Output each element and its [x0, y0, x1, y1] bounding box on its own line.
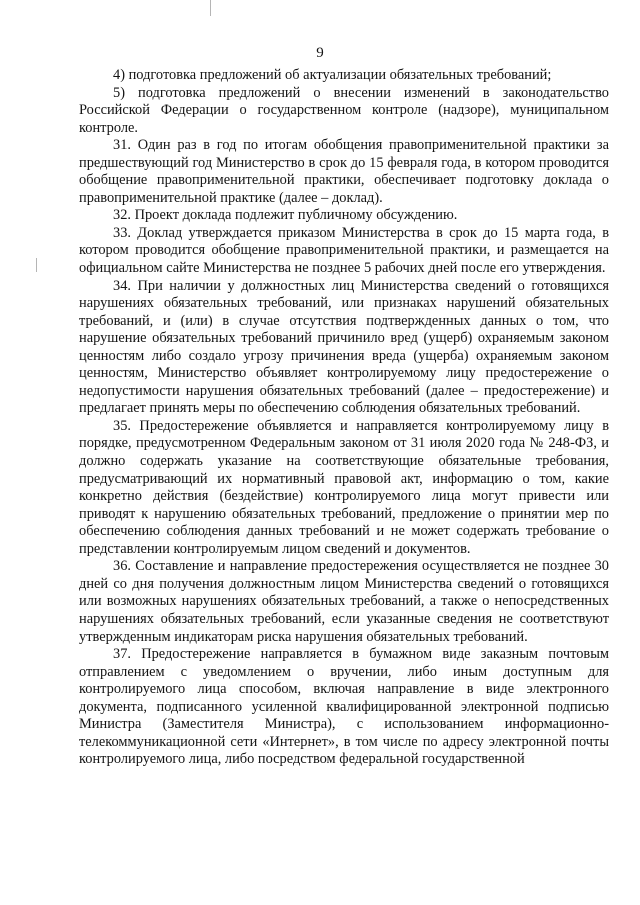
paragraph-subitem-5: 5) подготовка предложений о внесении изменений в законодательство Российской Федерации о государственном контроле (надзоре), муниципальном контроле. — [79, 84, 609, 136]
paragraph-32: 32. Проект доклада подлежит публичному обсуждению. — [113, 207, 458, 224]
paragraph-31: 31. Один раз в год по итогам обобщения правоприменительной практики за предшествующий год Министерство в срок до 15 февраля года, в котором проводится обобщение правоприменительной практики, обеспечивает подготовку доклада о правоприменительной практике (далее – доклад). — [79, 137, 609, 206]
page-number: 9 — [316, 45, 324, 61]
paragraph-36: 36. Составление и направление предостережения осуществляется не позднее 30 дней со дня получения должностным лицом Министерства сведений о готовящихся или возможных нарушениях обязательных требований, а также о непосредственных нарушениях обязательных требований, если указанные сведения не соответствуют утвержденным индикаторам риска нарушения обязательных требований. — [79, 558, 609, 645]
paragraph-34: 34. При наличии у должностных лиц Министерства сведений о готовящихся нарушениях обязательных требований, или признаках нарушений обязательных требований, и (или) в случае отсутствия подтвержденных данных о том, что нарушение обязательных требований причинило вред (ущерб) охраняемым законом ценностям либо создало угрозу причинения вреда (ущерба) охраняемым законом ценностям, Министерство объявляет контролируемому лицу предостережение о недопустимости нарушения обязательных требований (далее – предостережение) и предлагает принять меры по обеспечению соблюдения обязательных требований. — [79, 277, 609, 417]
paragraph-35: 35. Предостережение объявляется и направляется контролируемому лицу в порядке, предусмотренном Федеральным законом от 31 июля 2020 года № 248-ФЗ, и должно содержать указание на соответствующие обязательные требования, предусматривающий их нормативный правовой акт, информацию о том, какие конкретно действия (бездействие) контролируемого лица могут привести или приводят к нарушению обязательных требований, предложение о принятии мер по обеспечению соблюдения данных требований и не может содержать требование о представлении контролируемым лицом сведений и документов. — [79, 417, 609, 557]
paragraph-33: 33. Доклад утверждается приказом Министерства в срок до 15 марта года, в котором проводится обобщение правоприменительной практики, и размещается на официальном сайте Министерства не позднее 5 рабочих дней после его утверждения. — [79, 224, 609, 277]
scan-mark — [210, 0, 211, 16]
document-body — [79, 67, 609, 769]
paragraph-37: 37. Предостережение направляется в бумажном виде заказным почтовым отправлением с уведомлением о вручении, либо иным доступным для контролируемого лица способом, включая направление в виде электронного документа, подписанного усиленной квалифицированной электронной подписью Министра (Заместителя Министра), с использованием информационно-телекоммуникационной сети «Интернет», в том числе по адресу электронной почты контролируемого лица, либо посредством федеральной государственной — [79, 646, 609, 768]
paragraph-subitem-4: 4) подготовка предложений об актуализации обязательных требований; — [113, 67, 552, 83]
scan-mark — [36, 258, 37, 272]
